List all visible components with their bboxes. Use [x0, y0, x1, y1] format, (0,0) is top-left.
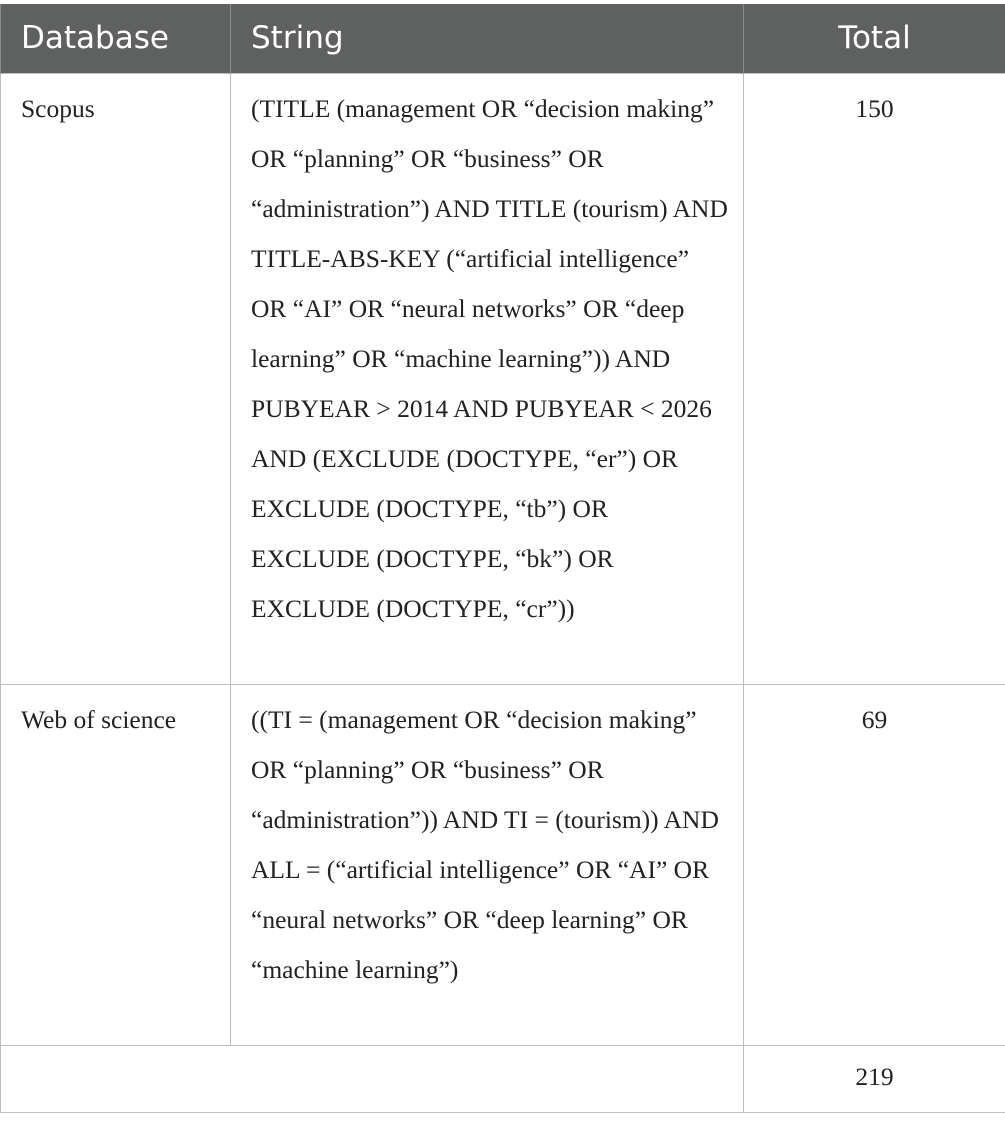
cell-empty [1, 1045, 744, 1112]
search-string: (TITLE (management OR “decision making” OR “planning” OR “business” OR “administration”) AND TITLE (tourism) AND TITLE-ABS-KEY (“artificial intelligence” OR “AI” OR “neural networks” OR “deep learning” OR “machine learning”)) AND PUBYEAR > 2014 AND PUBYEAR < 2026 AND (EXCLUDE (DOCTYPE, “er”) OR EXCLUDE (DOCTYPE, “tb”) OR EXCLUDE (DOCTYPE, “bk”) OR EXCLUDE (DOCTYPE, “cr”)) [251, 93, 728, 623]
total-row [1, 1045, 1005, 1112]
search-strings-table [0, 4, 1005, 1113]
table-header [1, 4, 1005, 73]
cell-database [1, 684, 231, 1045]
header-string: String [231, 4, 744, 73]
cell-total [744, 684, 1005, 1045]
cell-string [231, 73, 744, 684]
table-row [1, 73, 1005, 684]
search-string: ((TI = (management OR “decision making” OR “planning” OR “business” OR “administration”)) AND TI = (tourism)) AND ALL = (“artificial intelligence” OR “AI” OR “neural networks” OR “deep learning” OR “machine learning”) [251, 704, 719, 984]
table-row [1, 684, 1005, 1045]
header-total: Total [744, 4, 1005, 73]
result-count: 150 [855, 93, 894, 123]
header-database: Database [1, 4, 231, 73]
database-name: Web of science [21, 704, 177, 734]
result-count: 69 [861, 704, 888, 734]
cell-grand-total [744, 1045, 1005, 1112]
cell-string [231, 684, 744, 1045]
header-row [1, 4, 1005, 73]
cell-total [744, 73, 1005, 684]
table-body [1, 73, 1005, 1112]
database-name: Scopus [21, 93, 95, 123]
cell-database [1, 73, 231, 684]
grand-total: 219 [855, 1061, 894, 1091]
